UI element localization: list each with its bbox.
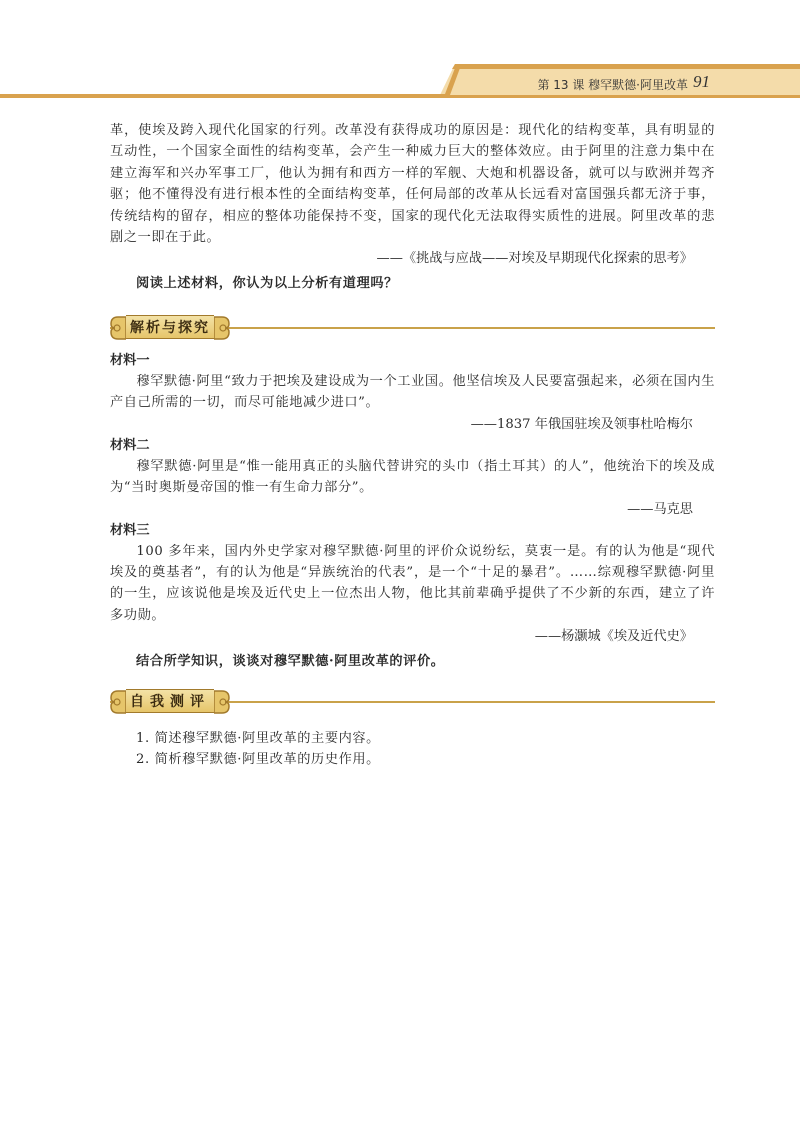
- intro-source: ——《挑战与应战——对埃及早期现代化探索的思考》: [376, 251, 693, 267]
- material-1-source: ——1837 年俄国驻埃及领事杜哈梅尔: [470, 416, 693, 432]
- material-1-text: 穆罕默德·阿里“致力于把埃及建设成为一个工业国。他坚信埃及人民要富强起来，必须在国内生产自己所需的一切，而尽可能地减少进口”。: [110, 374, 715, 411]
- material-3-text: 100 多年来，国内外史学家对穆罕默德·阿里的评价众说纷纭，莫衷一是。有的认为他是“现代埃及的奠基者”，有的认为他是“异族统治的代表”，是一个“十足的暴君”。……综观穆罕默德·阿里的一生，应该说他是埃及近代史上一位杰出人物，他比其前辈确乎提供了不少新的东西，建立了许多功勋。: [110, 543, 715, 623]
- analysis-badge: [110, 314, 230, 340]
- self-test-label: 自我测评: [126, 689, 214, 713]
- self-test-badge: [110, 688, 230, 714]
- analysis-section-header: [110, 314, 715, 342]
- intro-block: [110, 120, 715, 295]
- material-2-source: ——马克思: [627, 501, 693, 517]
- intro-paragraph: 革，使埃及跨入现代化国家的行列。改革没有获得成功的原因是：现代化的结构变革，具有明显的互动性，一个国家全面性的结构变革，会产生一种威力巨大的整体效应。由于阿里的注意力集中在建立海军和兴办军事工厂，他认为拥有和西方一样的军舰、大炮和机器设备，就可以与欧洲并驾齐驱；他不懂得没有进行根本性的全面结构变革，任何局部的改革从长远看对富国强兵都无济于事，传统结构的留存，相应的整体功能保持不变，国家的现代化无法取得实质性的进展。阿里改革的悲剧之一即在于此。: [110, 123, 715, 246]
- scroll-left-ornament: [110, 315, 126, 339]
- lesson-title: 第 13 课 穆罕默德·阿里改革: [537, 78, 688, 92]
- scroll-right-ornament: [214, 315, 230, 339]
- analysis-label: 解析与探究: [126, 315, 214, 339]
- material-2-text: 穆罕默德·阿里是“惟一能用真正的头脑代替讲究的头巾（指土耳其）的人”，他统治下的埃及成为“当时奥斯曼帝国的惟一有生命力部分”。: [110, 458, 715, 496]
- analysis-question: 结合所学知识，谈谈对穆罕默德·阿里改革的评价。: [136, 654, 445, 670]
- material-1-title: 材料一: [110, 353, 150, 368]
- scroll-left-ornament: [110, 689, 126, 713]
- scroll-right-ornament: [214, 689, 230, 713]
- intro-question: 阅读上述材料，你认为以上分析有道理吗？: [136, 276, 398, 292]
- material-3-source: ——杨灏城《埃及近代史》: [534, 629, 693, 645]
- page-number: 91: [693, 72, 710, 91]
- self-test-item-2: 2. 简析穆罕默德·阿里改革的历史作用。: [136, 752, 380, 767]
- material-2-title: 材料二: [110, 437, 150, 453]
- analysis-materials: [110, 350, 715, 673]
- material-3-title: 材料三: [110, 522, 150, 538]
- self-test-item-1: 1. 简述穆罕默德·阿里改革的主要内容。: [136, 731, 380, 746]
- self-test-section-header: [110, 688, 715, 716]
- self-test-list: [110, 728, 715, 770]
